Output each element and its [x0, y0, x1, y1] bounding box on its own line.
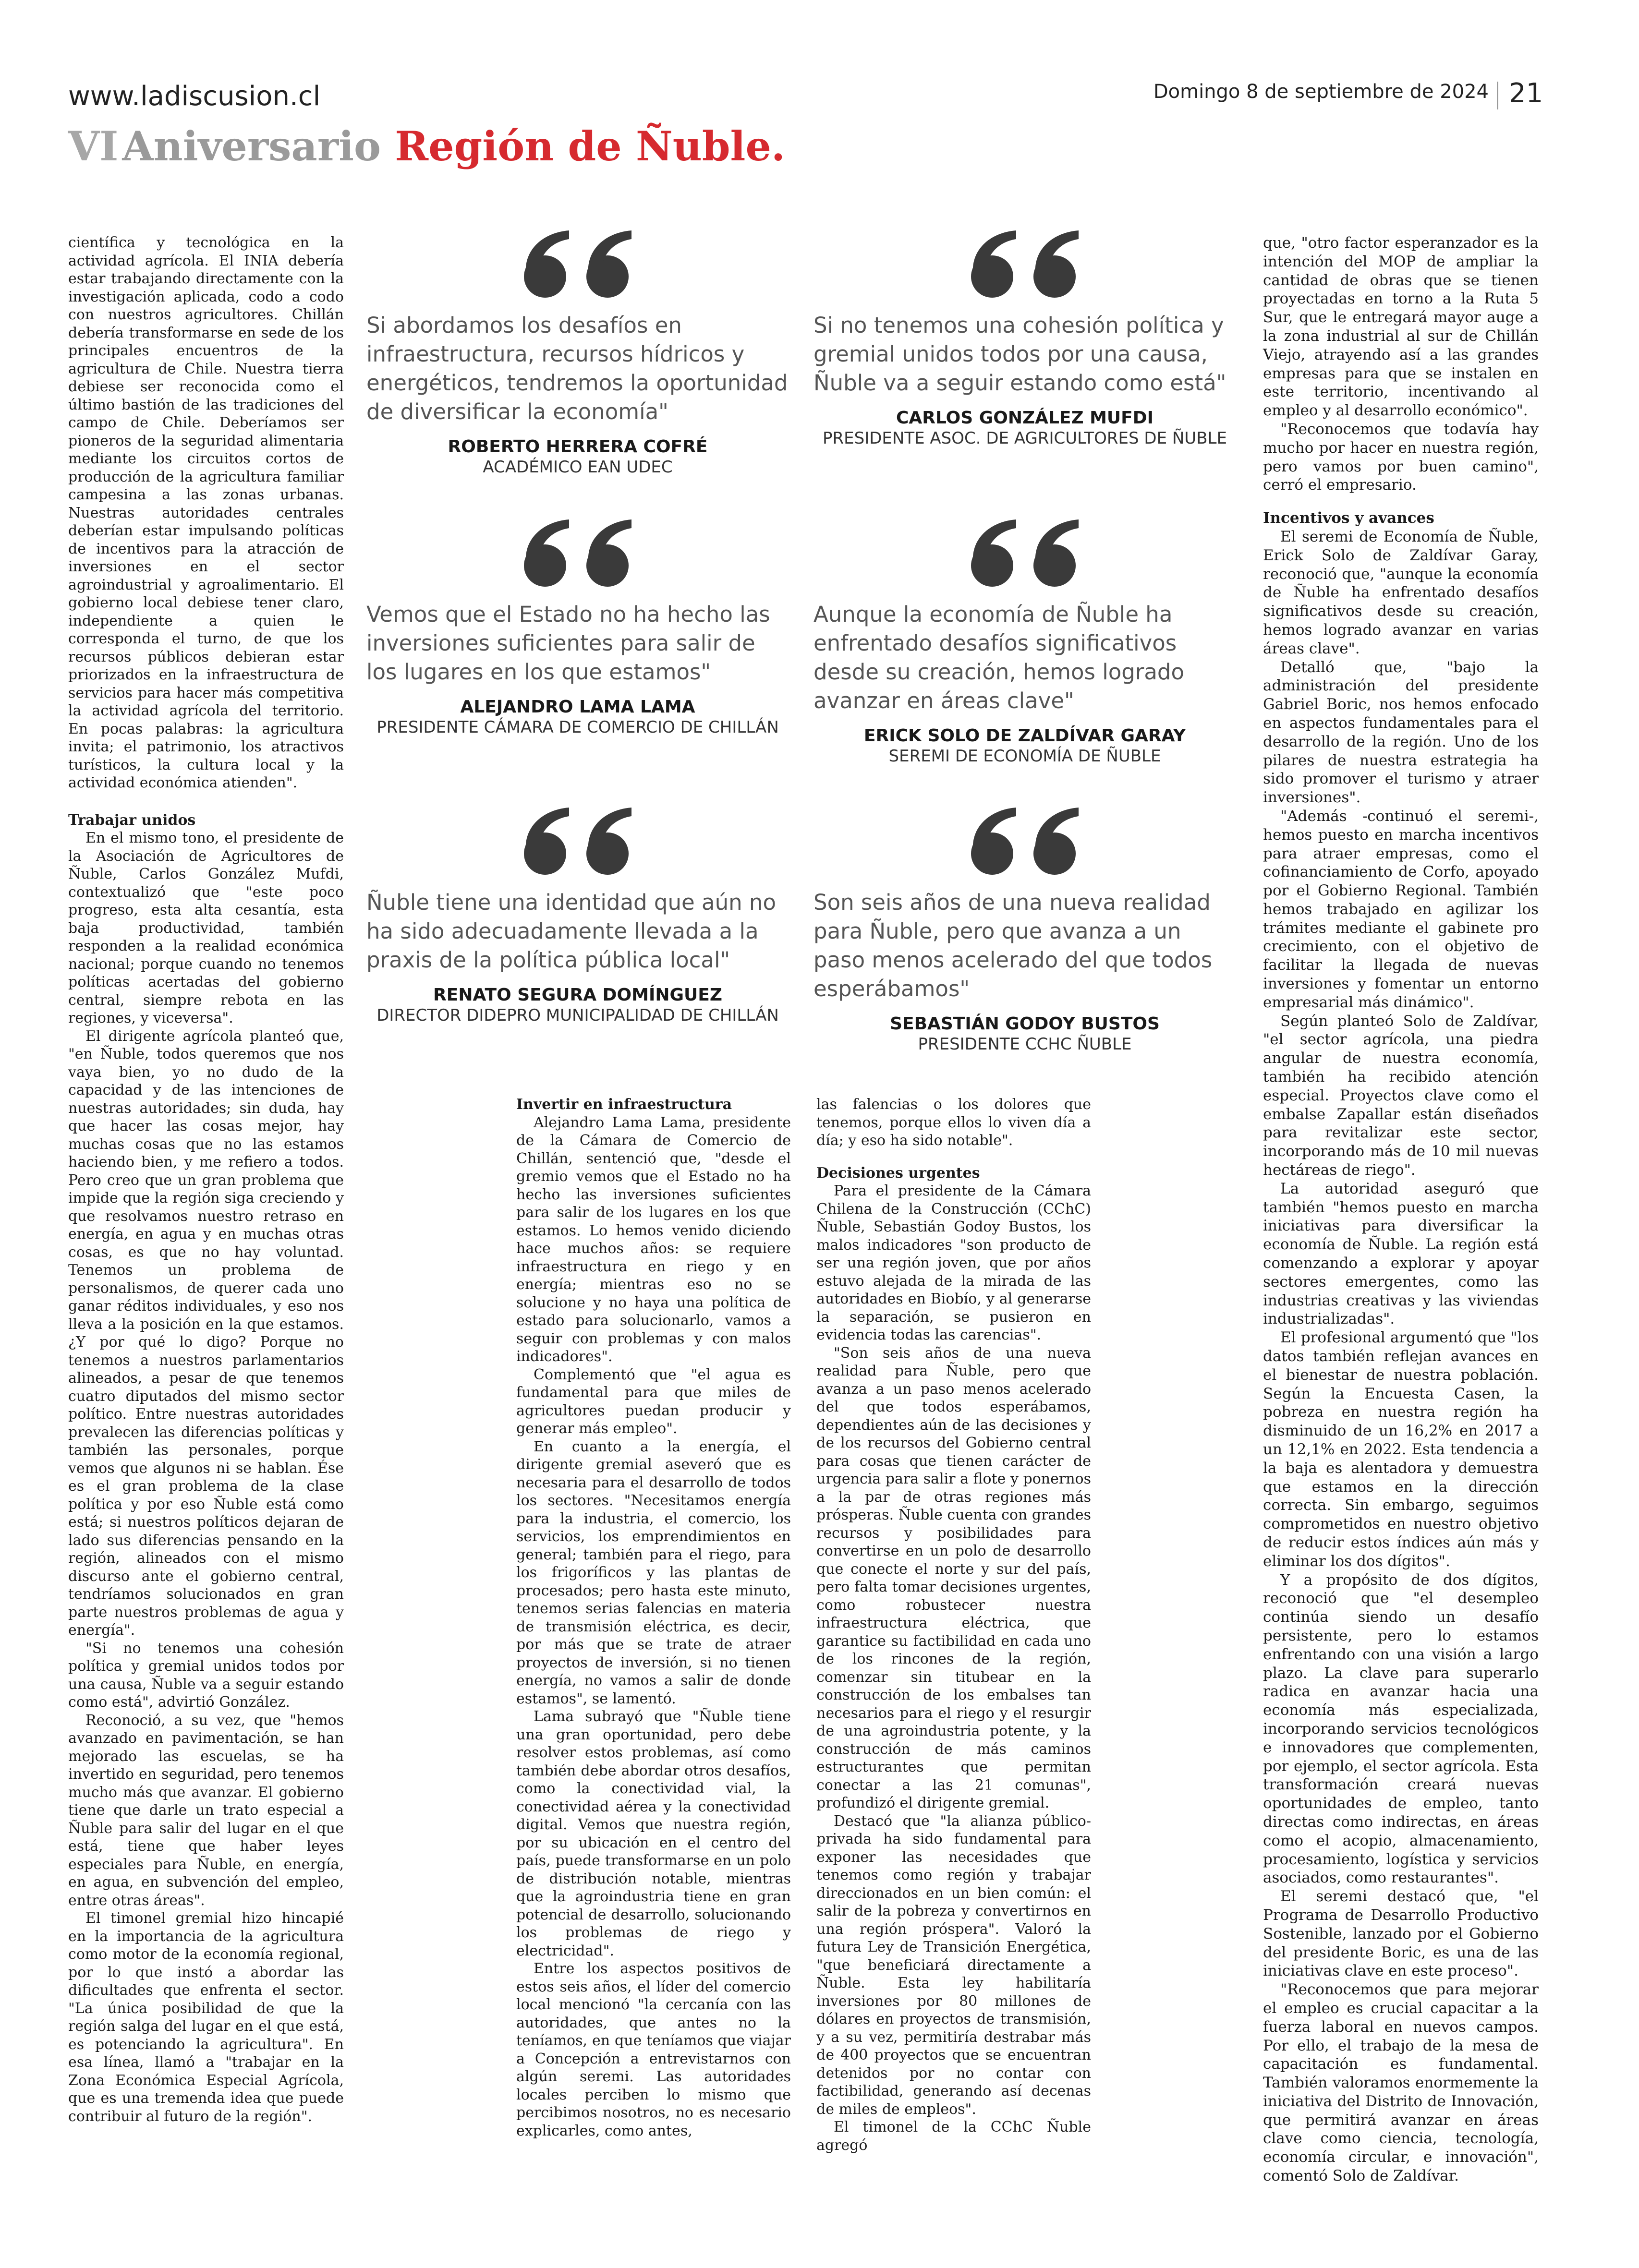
site-url[interactable]: www.ladiscusion.cl [68, 81, 321, 112]
paragraph: "Reconocemos que todavía hay mucho por hacer en nuestra región, pero vamos por buen camino", cerró el empresario. [1263, 420, 1539, 494]
paragraph: El seremi destacó que, "el Programa de Desarrollo Productivo Sostenible, lanzado por el Gobierno del presidente Boric, es una de las iniciativas clave en este proceso". [1263, 1888, 1539, 1980]
pull-quote [366, 515, 789, 737]
quote-mark-icon [962, 515, 1087, 587]
paragraph: Reconoció, a su vez, que "hemos avanzado en pavimentación, se han mejorado las escuelas, se ha invertido en seguridad, pero tenemos mucho más que avanzar. El gobierno tiene que darle un trato especial a Ñuble para salir del lugar en el que está, tiene que haber leyes especiales para Ñuble, en energía, en agua, en subvención del empleo, entre otras áreas". [68, 1712, 344, 1909]
quote-text: Aunque la economía de Ñuble ha enfrentado desafíos significativos desde su creación, hemos logrado avanzar en áreas clave" [813, 602, 1185, 713]
paragraph: El dirigente agrícola planteó que, "en Ñuble, todos queremos que nos vaya bien, yo no dudo de la capacidad y de las intenciones de nuestras autoridades; sin duda, hay que hacer las cosas mejor, hay muchas cosas que no las estamos haciendo bien, y me refiero a todos. Pero creo que un gran problema que impide que la región siga creciendo y que resolvamos nuestro retraso en energía, en agua y en muchas otras cosas, es que no hay voluntad. Tenemos un problema de personalismos, de querer cada uno ganar réditos individuales, y eso nos lleva a la posición en la que estamos. ¿Y por qué lo digo? Porque no tenemos a nuestros parlamentarios alineados, a pesar de que tenemos cuatro diputados del mismo sector político. Entre nuestras autoridades prevalecen las diferencias políticas y también las personales, porque vemos que algunos ni se hablan. Ése es el gran problema de la clase política y por eso Ñuble está como está; si nuestros políticos dejaran de lado sus diferencias pensando en la región, alineados con el mismo discurso ante el gobierno central, tendríamos solucionados en gran parte nuestros problemas de agua y energía". [68, 1027, 344, 1639]
quote-author-role: PRESIDENTE ASOC. DE AGRICULTORES DE ÑUBLE [823, 429, 1227, 448]
paragraph: Para el presidente de la Cámara Chilena de la Construcción (CChC) Ñuble, Sebastián Godoy Bustos, los malos indicadores "son producto de ser una región joven, que por años estuvo alejada de la mirada de las autoridades en Biobío, y al generarse la separación, se pusieron en evidencia todas las carencias". [816, 1182, 1091, 1343]
quote-author: ERICK SOLO DE ZALDÍVAR GARAY [863, 726, 1186, 746]
paragraph: Y a propósito de dos dígitos, reconoció que "el desempleo continúa siendo un desafío persistente, pero lo estamos enfrentando con una visión a largo plazo. La clave para superarlo radica en avanzar hacia una economía más especializada, incorporando servicios tecnológicos e innovadores que complementen, por ejemplo, el sector agrícola. Esta transformación creará nuevas oportunidades de empleo, tanto directas como indirectas, en áreas como el acopio, almacenamiento, procesamiento, logística y servicios asociados, como restaurantes". [1263, 1571, 1539, 1887]
paragraph: La autoridad aseguró que también "hemos puesto en marcha iniciativas para diversificar la economía de Ñuble. La región está comenzando a explorar y apoyar sectores emergentes, como las industrias creativas y las viviendas industrializadas". [1263, 1180, 1539, 1328]
paragraph: "Son seis años de una nueva realidad para Ñuble, pero que avanza a un paso menos acelerado del que todos esperábamos, dependientes aún de las decisiones y de los recursos del Gobierno central para cosas que tienen carácter de urgencia para salir a flote y ponernos a la par de otras regiones más prósperas. Ñuble cuenta con grandes recursos y posibilidades para convertirse en un polo de desarrollo que conecte el norte y sur del país, pero falta tomar decisiones urgentes, como robustecer nuestra infraestructura eléctrica, que garantice su factibilidad en cada uno de los rincones de la región, comenzar sin titubear en la construcción de los embalses tan necesarios para el riego y el resurgir de una agroindustria potente, y la construcción de más caminos estructurantes que permitan conectar a las 21 comunas", profundizó el dirigente gremial. [816, 1344, 1091, 1811]
quote-text: Ñuble tiene una identidad que aún no ha sido adecuadamente llevada a la praxis de la política pública local" [366, 890, 776, 973]
quote-author: ROBERTO HERRERA COFRÉ [448, 437, 708, 457]
paragraph: "Además -continuó el seremi-, hemos puesto en marcha incentivos para atraer empresas, como el cofinanciamiento de Corfo, apoyado por el Gobierno Regional. También hemos trabajado en agilizar los trámites mediante el gabinete pro crecimiento, con el objetivo de facilitar la llegada de nuevas inversiones y fomentar un entorno empresarial más dinámico". [1263, 807, 1539, 1011]
paragraph: Lama subrayó que "Ñuble tiene una gran oportunidad, pero debe resolver estos problemas, así como también debe abordar otros desafíos, como la conectividad vial, la conectividad aérea y la conectividad digital. Vemos que nuestra región, por su ubicación en el centro del país, puede transformarse en un polo de distribución notable, mientras que la agroindustria tiene en gran potencial de desarrollo, solucionando los problemas de riego y electricidad". [516, 1708, 791, 1959]
paragraph: Según planteó Solo de Zaldívar, "el sector agrícola, una piedra angular de nuestra economía, también ha recibido atención especial. Proyectos clave como el embalse Zapallar están diseñados para revitalizar este sector, incorporando más de 10 mil nuevas hectáreas de riego". [1263, 1012, 1539, 1179]
quote-mark-icon [515, 226, 640, 298]
publication-date: Domingo 8 de septiembre de 2024 [1153, 81, 1489, 103]
paragraph: El seremi de Economía de Ñuble, Erick Solo de Zaldívar Garay, reconoció que, "aunque la economía de Ñuble ha enfrentado desafíos significativos desde su creación, hemos logrado avanzar en varias áreas clave". [1263, 528, 1539, 657]
quote-author: SEBASTIÁN GODOY BUSTOS [890, 1014, 1160, 1034]
quote-author: CARLOS GONZÁLEZ MUFDI [896, 408, 1154, 428]
quote-mark-icon [962, 803, 1087, 875]
paragraph: En cuanto a la energía, el dirigente gremial aseveró que es necesaria para el desarrollo de todos los sectores. "Necesitamos energía para la industria, el comercio, los servicios, los emprendimientos en general; también para el riego, para los frigoríficos y las plantas de procesados; pero hasta este minuto, tenemos serias falencias en materia de transmisión eléctrica, es decir, por más que se trate de atraer proyectos de inversión, si no tienen energía, no vamos a salir de donde estamos", se lamentó. [516, 1438, 791, 1707]
paragraph: Entre los aspectos positivos de estos seis años, el líder del comercio local mencionó "la cercanía con las autoridades, que antes no la teníamos, en que teníamos que viajar a Concepción a entrevistarnos con algún seremi. Las autoridades locales perciben lo mismo que percibimos nosotros, no es necesario explicarles, como antes, [516, 1960, 791, 2139]
paragraph: Destacó que "la alianza público-privada ha sido fundamental para exponer las necesidades que tenemos como región y trabajar direccionados en un bien común: el salir de la pobreza y convertirnos en una región próspera". Valoró la futura Ley de Transición Energética, "que beneficiará directamente a Ñuble. Esta ley habilitaría inversiones por 80 millones de dólares en proyectos de transmisión, y a su vez, permitiría destrabar más de 400 proyectos que se encuentran detenidos por no contar con factibilidad, generando así decenas de miles de empleos". [816, 1812, 1091, 2118]
quote-author-role: SEREMI DE ECONOMÍA DE ÑUBLE [888, 747, 1161, 766]
paragraph: Alejandro Lama Lama, presidente de la Cámara de Comercio de Chillán, sentenció que, "desde el gremio vemos que el Estado no ha hecho las inversiones suficientes para salir de los lugares en los que estamos. Lo hemos venido diciendo hace muchos años: se requiere infraestructura en riego y en energía; mientras eso no se solucione y no haya una política de estado para solucionarlo, vamos a seguir con problemas y con malos indicadores". [516, 1114, 791, 1365]
section-prefix: VI [68, 122, 119, 170]
paragraph: las falencias o los dolores que tenemos, porque ellos lo viven día a día; y eso ha sido notable". [816, 1096, 1091, 1149]
paragraph: Detalló que, "bajo la administración del presidente Gabriel Boric, nos hemos enfocado en aspectos fundamentales para el desarrollo de la región. Uno de los pilares de nuestra estrategia ha sido promover el turismo y atraer inversiones". [1263, 658, 1539, 807]
quote-author-role: ACADÉMICO EAN UDEC [483, 458, 673, 477]
paragraph: "Si no tenemos una cohesión política y gremial unidos todos por una causa, Ñuble va a seguir estando como está", advirtió González. [68, 1640, 344, 1711]
paragraph: El profesional argumentó que "los datos también reflejan avances en el bienestar de nuestra población. Según la Encuesta Casen, la pobreza en nuestra región ha disminuido de un 16,2% en 2017 a un 12,1% en 2022. Esta tendencia a la baja es alentadora y demuestra que estamos en la dirección correcta. Sin embargo, seguimos comprometidos en nuestro objetivo de reducir estos índices aún más y eliminar los dos dígitos". [1263, 1329, 1539, 1570]
subheading-trabajar-unidos: Trabajar unidos [68, 811, 196, 829]
article-column-4 [1263, 234, 1539, 2185]
subheading-decisiones-urgentes: Decisiones urgentes [816, 1164, 980, 1182]
pull-quote [366, 226, 789, 477]
article-column-1 [68, 234, 344, 2125]
quote-author: RENATO SEGURA DOMÍNGUEZ [433, 985, 722, 1005]
article-column-2 [516, 1096, 791, 2140]
paragraph: El timonel gremial hizo hincapié en la importancia de la agricultura como motor de la economía regional, por lo que instó a abordar las dificultades que enfrenta el sector. "La única posibilidad de que la región salga del lugar en el que está, es potenciando la agricultura". En esa línea, llamó a "trabajar en la Zona Económica Especial Agrícola, que es una tremenda idea que puede contribuir al futuro de la región". [68, 1910, 344, 2125]
paragraph: El timonel de la CChC Ñuble agregó [816, 2119, 1091, 2154]
quote-author-role: PRESIDENTE CCHC ÑUBLE [918, 1035, 1132, 1054]
paragraph: que, "otro factor esperanzador es la intención del MOP de ampliar la cantidad de obras que se tienen proyectadas en torno a la Ruta 5 Sur, que le entregará mayor auge a la zona industrial al sur de Chillán Viejo, atrayendo así a las grandes empresas para que se instalen en este territorio, incentivando al empleo y al desarrollo económico". [1263, 234, 1539, 420]
paragraph: científica y tecnológica en la actividad agrícola. El INIA debería estar trabajando directamente con la investigación aplicada, codo a codo con nuestros agricultores. Chillán debería transformarse en sede de los principales encuentros de la agricultura de Chile. Nuestra tierra debiese ser reconocida como el último bastión de las tradiciones del campo de Chile. Deberíamos ser pioneros de la seguridad alimentaria mediante los circuitos cortos de producción de la agricultura familiar campesina a las zonas urbanas. Nuestras autoridades centrales deberían estar impulsando políticas de incentivos para la atracción de inversiones en el sector agroindustrial y agroalimentario. El gobierno local debiese tener claro, independiente a quien le corresponda el turno, de que los recursos públicos debieran estar priorizados en la infraestructura de servicios para hacer más competitiva la actividad agrícola del territorio. En pocas palabras: la agricultura invita; el patrimonio, los atractivos turísticos, la cultura local y la actividad económica atienden". [68, 234, 344, 791]
paragraph: Complementó que "el agua es fundamental para que miles de agricultores puedan producir y generar más empleo". [516, 1366, 791, 1437]
pull-quote [813, 515, 1236, 766]
quote-author: ALEJANDRO LAMA LAMA [460, 697, 695, 717]
quote-text: Si abordamos los desafíos en infraestructura, recursos hídricos y energéticos, tendremos la oportunidad de diversificar la economía" [366, 313, 788, 424]
quote-author-role: DIRECTOR DIDEPRO MUNICIPALIDAD DE CHILLÁN [376, 1006, 779, 1025]
paragraph: En el mismo tono, el presidente de la Asociación de Agricultores de Ñuble, Carlos González Mufdi, contextualizó que "este poco progreso, esta alta cesantía, esta baja productividad, también responden a la realidad económica nacional; porque cuando no tenemos políticas acertadas del gobierno central, siempre rebota en las regiones, y viceversa". [68, 830, 344, 1026]
header-divider [1497, 82, 1498, 109]
page-number: 21 [1509, 78, 1543, 109]
quote-mark-icon [962, 226, 1087, 298]
article-column-3 [816, 1096, 1091, 2154]
quote-mark-icon [515, 515, 640, 587]
quote-mark-icon [515, 803, 640, 875]
quote-text: Si no tenemos una cohesión política y gremial unidos todos por una causa, Ñuble va a seguir estando como está" [813, 313, 1226, 396]
quote-text: Son seis años de una nueva realidad para Ñuble, pero que avanza a un paso menos acelerado del que todos esperábamos" [813, 890, 1213, 1001]
quote-text: Vemos que el Estado no ha hecho las inversiones suficientes para salir de los lugares en los que estamos" [366, 602, 770, 685]
section-title-aniversario: Aniversario [122, 122, 381, 170]
section-title-dot: . [771, 122, 786, 170]
subheading-incentivos-y-avances: Incentivos y avances [1263, 509, 1434, 527]
section-title-region: Región de Ñuble [395, 122, 771, 170]
pull-quote [366, 803, 789, 1025]
subheading-invertir-en-infraestructura: Invertir en infraestructura [516, 1096, 732, 1113]
pull-quote [813, 803, 1236, 1054]
quote-author-role: PRESIDENTE CÁMARA DE COMERCIO DE CHILLÁN [376, 718, 779, 737]
paragraph: "Reconocemos que para mejorar el empleo es crucial capacitar a la fuerza laboral en nuevos campos. Por ello, el trabajo de la mesa de capacitación es fundamental. También valoramos enormemente la iniciativa del Distrito de Innovación, que permitirá avanzar en áreas clave como ciencia, tecnología, economía circular, e innovación", comentó Solo de Zaldívar. [1263, 1981, 1539, 2185]
pull-quote [813, 226, 1236, 448]
section-title [68, 122, 785, 170]
